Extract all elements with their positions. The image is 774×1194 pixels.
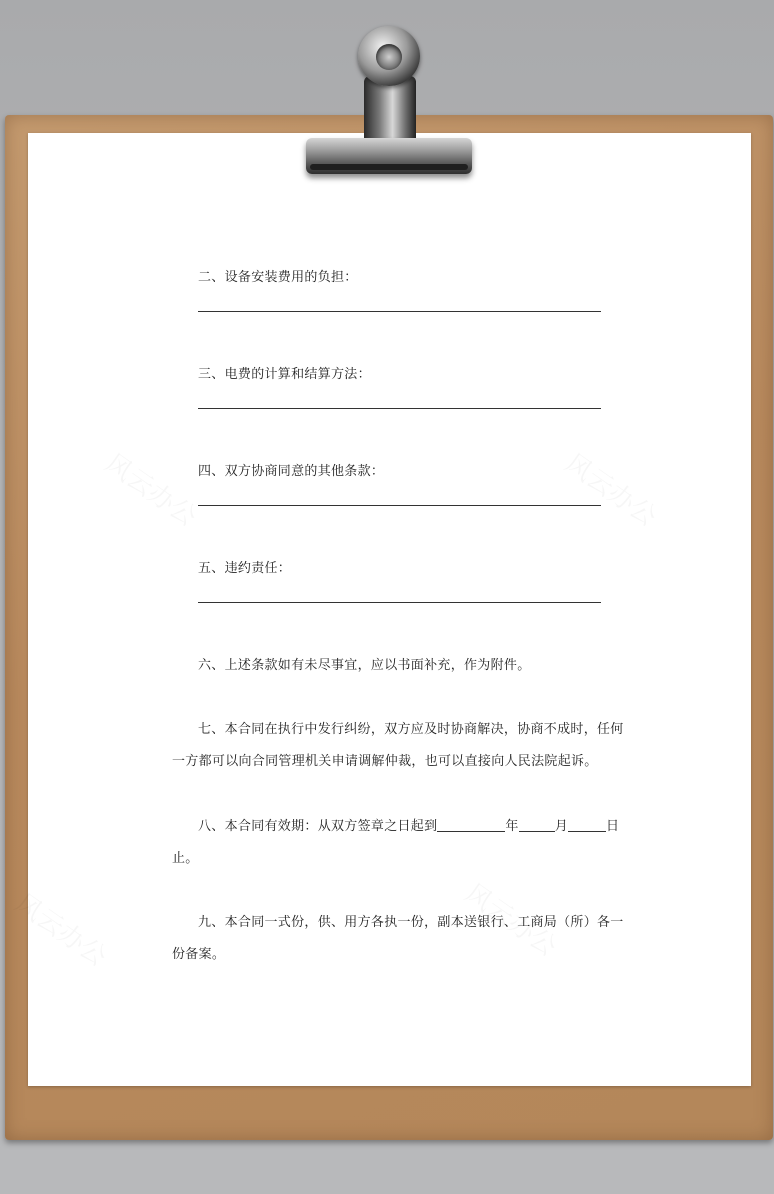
clause-3-title: 三、电费的计算和结算方法： — [198, 367, 371, 382]
clause-2-blank-line — [198, 311, 601, 312]
month-blank — [519, 817, 555, 832]
year-label: 年 — [505, 819, 519, 834]
day-label: 日 — [606, 819, 620, 834]
clause-9-text-line1: 九、本合同一式份，供、用方各执一份，副本送银行、工商局（所）各一 — [198, 915, 624, 930]
clause-6-text: 六、上述条款如有未尽事宜，应以书面补充，作为附件。 — [198, 658, 531, 673]
year-blank — [437, 817, 505, 832]
clause-3-blank-line — [198, 408, 601, 409]
clause-5-title: 五、违约责任： — [198, 561, 292, 576]
clause-8-text-line1 — [198, 815, 619, 834]
clause-2-title: 二、设备安装费用的负担： — [198, 270, 358, 285]
clause-7-text-line1: 七、本合同在执行中发行纠纷，双方应及时协商解决，协商不成时，任何 — [198, 722, 624, 737]
day-blank — [568, 817, 606, 832]
clause-8-text-line2: 止。 — [172, 851, 199, 866]
clause-9-text-line2: 份备案。 — [172, 947, 226, 962]
month-label: 月 — [554, 819, 569, 834]
clause-4-blank-line — [198, 505, 601, 506]
clause-4-title: 四、双方协商同意的其他条款： — [198, 464, 385, 479]
clause-5-blank-line — [198, 602, 601, 603]
binder-clip-icon — [296, 26, 480, 178]
contract-page — [28, 133, 751, 1086]
clause-8-prefix: 八、本合同有效期：从双方签章之日起到 — [198, 819, 438, 834]
clause-7-text-line2: 一方都可以向合同管理机关申请调解仲裁，也可以直接向人民法院起诉。 — [172, 754, 598, 769]
